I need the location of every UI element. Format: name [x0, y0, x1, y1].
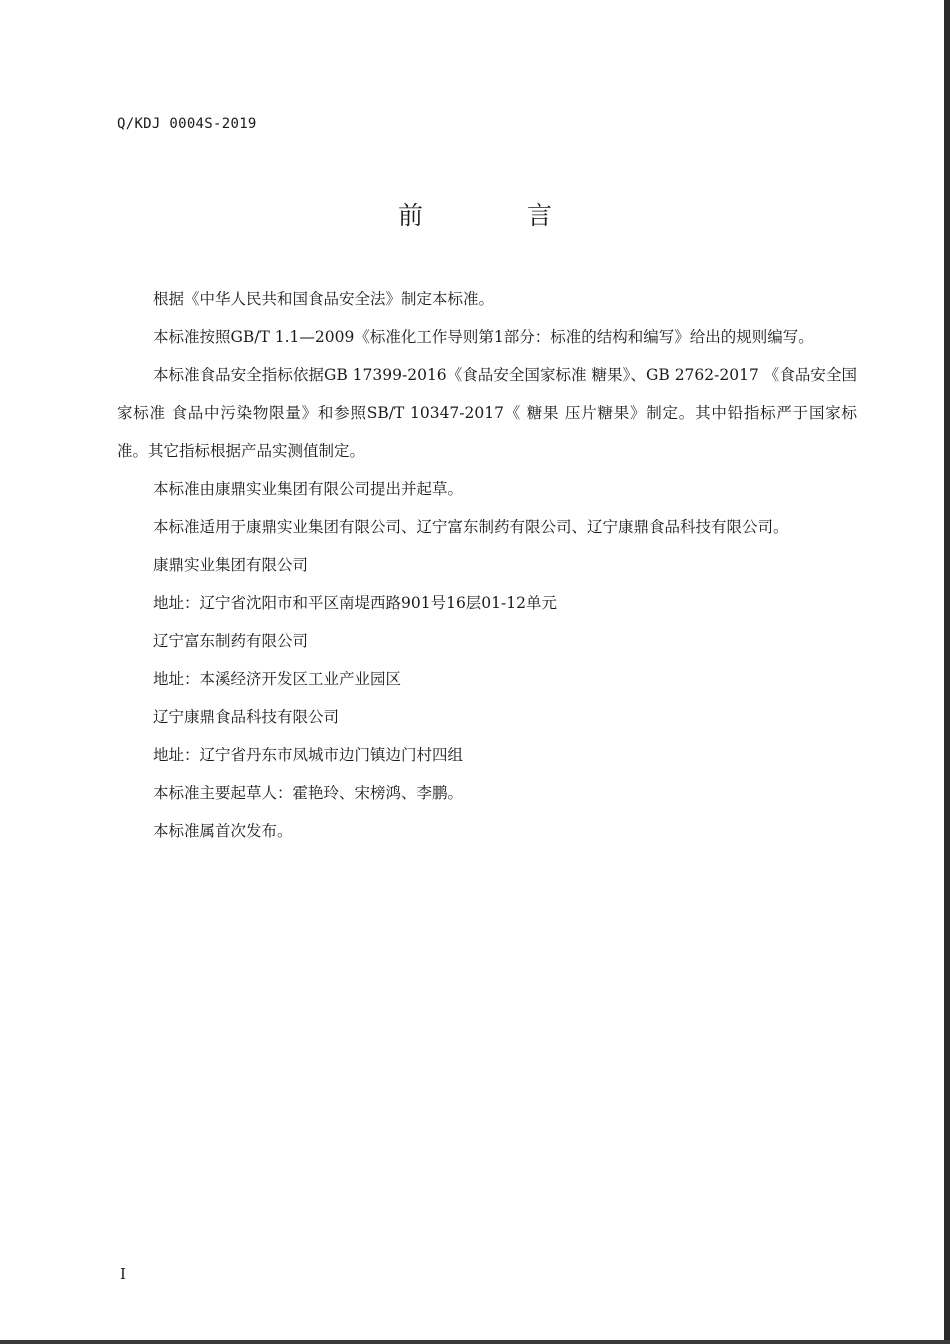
page-number: I	[120, 1265, 126, 1283]
paragraph-first-release: 本标准属首次发布。	[153, 822, 293, 840]
paragraph-safety-indicators: 本标准食品安全指标依据GB 17399-2016《食品安全国家标准 糖果》、GB 2762-2017 《食品安全国家标准 食品中污染物限量》和参照SB/T 10347-2017《 糖果 压片糖果》制定。其中铅指标严于国家标准。其它指标根据产品实测值制定。	[117, 366, 857, 460]
page-title: 前 言	[398, 201, 600, 230]
company-address-1: 地址：辽宁省沈阳市和平区南堤西路901号16层01-12单元	[153, 594, 557, 612]
paragraph-legal-basis: 根据《中华人民共和国食品安全法》制定本标准。	[153, 290, 495, 308]
company-address-3: 地址：辽宁省丹东市凤城市边门镇边门村四组	[153, 746, 464, 764]
company-name-1: 康鼎实业集团有限公司	[153, 556, 309, 574]
document-body	[117, 280, 857, 850]
company-name-2: 辽宁富东制药有限公司	[153, 632, 309, 650]
paragraph-proposer: 本标准由康鼎实业集团有限公司提出并起草。	[153, 480, 464, 498]
standard-code: Q/KDJ 0004S-2019	[117, 116, 257, 132]
paragraph-scope: 本标准适用于康鼎实业集团有限公司、辽宁富东制药有限公司、辽宁康鼎食品科技有限公司。	[153, 518, 789, 536]
company-name-3: 辽宁康鼎食品科技有限公司	[153, 708, 340, 726]
paragraph-drafters: 本标准主要起草人：霍艳玲、宋榜鸿、李鹏。	[153, 784, 464, 802]
scan-edge-bottom	[0, 1340, 950, 1344]
paragraph-drafting-rules: 本标准按照GB/T 1.1—2009《标准化工作导则第1部分：标准的结构和编写》给出的规则编写。	[153, 328, 814, 346]
company-address-2: 地址：本溪经济开发区工业产业园区	[153, 670, 402, 688]
